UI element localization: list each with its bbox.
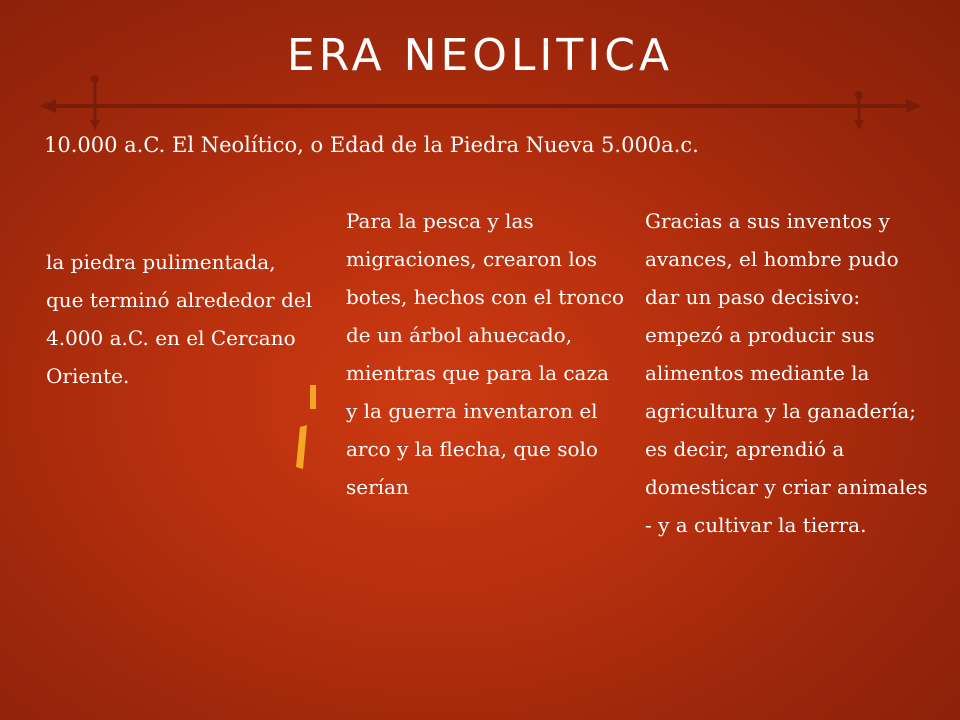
right-marker — [854, 91, 864, 130]
timeline-caption: 10.000 a.C. El Neolítico, o Edad de la Piedra Nueva 5.000a.c. — [44, 133, 699, 157]
right-arrowhead — [906, 99, 922, 113]
yellow-stroke-decoration — [290, 385, 330, 475]
timeline-arrow — [0, 0, 960, 140]
left-arrowhead — [40, 99, 56, 113]
text-column-middle: Para la pesca y las migraciones, crearon los botes, hechos con el tronco de un árbol ahuecado, mientras que para la caza y la guerra inventaron el arco y la flecha, que solo serían — [346, 209, 624, 499]
text-column-left: la piedra pulimentada, que terminó alrededor del 4.000 a.C. en el Cercano Oriente. — [46, 250, 313, 388]
text-column-right: Gracias a sus inventos y avances, el hombre pudo dar un paso decisivo: empezó a producir sus alimentos mediante la agricultura y la ganadería; es decir, aprendió a domesticar y criar animales - y a cultivar la tierra. — [645, 209, 928, 537]
slide-title: ERA NEOLITICA — [286, 30, 674, 81]
left-marker — [90, 75, 100, 130]
